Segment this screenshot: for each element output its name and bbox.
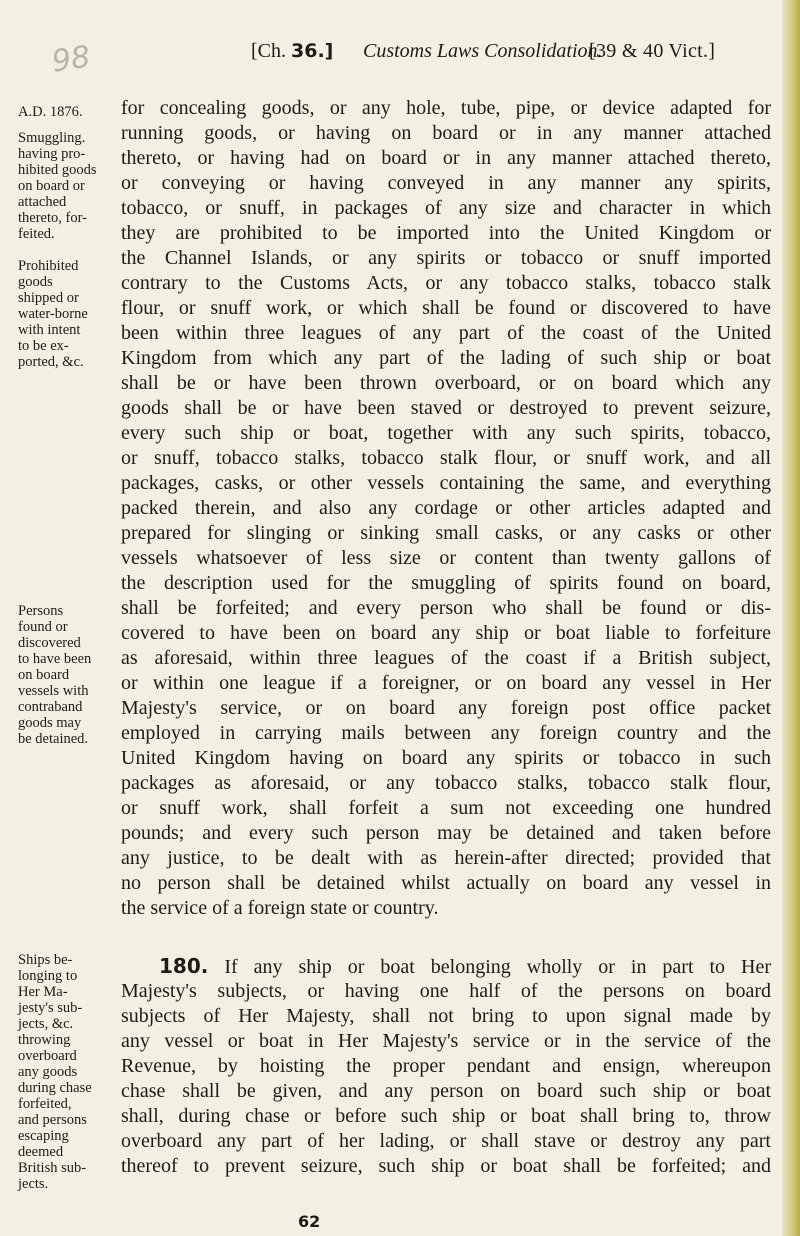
section-180-first-line: 180. If any ship or boat belonging wholly or in part to Her: [159, 954, 771, 978]
text-line: or conveying or having conveyed in any manner any spirits,: [121, 172, 771, 194]
text-line: every such ship or boat, together with any such spirits, tobacco,: [121, 422, 771, 444]
margin-note-line: on board or: [18, 178, 85, 194]
margin-note-line: goods: [18, 274, 53, 290]
text-line: as aforesaid, within three leagues of the coast if a British subject,: [121, 647, 771, 669]
page-edge-binding: [782, 0, 800, 1236]
margin-note-line: jesty's sub-: [18, 1000, 83, 1016]
margin-note-line: and persons: [18, 1112, 87, 1128]
margin-note-persons-detained: [18, 603, 110, 747]
text-line: subjects of Her Majesty, shall not bring to upon signal made by: [121, 1005, 771, 1027]
text-line: employed in carrying mails between any foreign country and the: [121, 722, 771, 744]
margin-year: A.D. 1876.: [18, 104, 83, 120]
margin-note-line: to have been: [18, 651, 92, 667]
margin-note-line: escaping: [18, 1128, 69, 1144]
margin-note-prohibited-goods: [18, 258, 110, 370]
text-line: prepared for slinging or sinking small casks, or any casks or other: [121, 522, 771, 544]
margin-note-line: contraband: [18, 699, 83, 715]
text-line: or snuff work, shall forfeit a sum not exceeding one hundred: [121, 797, 771, 819]
text-line: they are prohibited to be imported into the United Kingdom or: [121, 222, 771, 244]
pencil-page-mark: 98: [49, 39, 93, 80]
margin-note-line: forfeited,: [18, 1096, 72, 1112]
text-line: Majesty's subjects, or having one half of the persons on board: [121, 980, 771, 1002]
margin-note-line: Persons: [18, 603, 64, 619]
regnal-year: [39 & 40 Vict.]: [589, 40, 716, 62]
margin-note-line: deemed: [18, 1144, 64, 1160]
text-line: shall, during chase or before such ship or boat shall bring to, throw: [121, 1105, 771, 1127]
paragraph-continuation: [121, 96, 771, 921]
text-line: tobacco, or snuff, in packages of any size and character in which: [121, 197, 771, 219]
margin-note-line: thereto, for-: [18, 210, 87, 226]
margin-note-line: Ships be-: [18, 952, 73, 968]
page-number: 62: [298, 1212, 321, 1231]
text-line: flour, or snuff work, or which shall be found or discovered to have: [121, 297, 771, 319]
margin-note-line: British sub-: [18, 1160, 87, 1176]
margin-note-line: having pro-: [18, 146, 86, 162]
margin-note-line: goods may: [18, 715, 82, 731]
margin-note-line: with intent: [18, 322, 81, 338]
margin-note-line: vessels with: [18, 683, 89, 699]
margin-note-line: be detained.: [18, 731, 89, 747]
margin-note-line: Her Ma-: [18, 984, 68, 1000]
text-line: been within three leagues of any part of the coast of the United: [121, 322, 771, 344]
margin-note-line: feited.: [18, 226, 55, 242]
text-line: overboard any part of her lading, or shall stave or destroy any part: [121, 1130, 771, 1152]
text-line: shall be or have been thrown overboard, or on board which any: [121, 372, 771, 394]
section-180-body: [121, 979, 771, 1179]
text-line: thereof to prevent seizure, such ship or boat shall be forfeited; and: [121, 1155, 771, 1177]
text-line: packed therein, and also any cordage or other articles adapted and: [121, 497, 771, 519]
text-line: or within one league if a foreigner, or on board any vessel in Her: [121, 672, 771, 694]
margin-note-line: ported, &c.: [18, 354, 84, 370]
section-180: [121, 954, 771, 1179]
text-line: for concealing goods, or any hole, tube, pipe, or device adapted for: [121, 97, 771, 119]
text-line: pounds; and every such person may be detained and taken before: [121, 822, 771, 844]
text-line: goods shall be or have been staved or destroyed to prevent seizure,: [121, 397, 771, 419]
text-line: no person shall be detained whilst actually on board any vessel in: [121, 872, 771, 894]
margin-note-line: jects, &c.: [18, 1016, 74, 1032]
margin-note-line: any goods: [18, 1064, 78, 1080]
text-line: contrary to the Customs Acts, or any tobacco stalks, tobacco stalk: [121, 272, 771, 294]
section-number: 180.: [159, 954, 209, 978]
text-line: vessels whatsoever of less size or content than twenty gallons of: [121, 547, 771, 569]
margin-note-line: Prohibited: [18, 258, 79, 274]
text-line: or snuff, tobacco stalks, tobacco stalk flour, or snuff work, and all: [121, 447, 771, 469]
text-line: Kingdom from which any part of the lading of such ship or boat: [121, 347, 771, 369]
margin-note-line: throwing: [18, 1032, 71, 1048]
text-line: the description used for the smuggling of spirits found on board,: [121, 572, 771, 594]
text-line: the service of a foreign state or country.: [121, 897, 439, 919]
text-line: running goods, or having on board or in any manner attached: [121, 122, 771, 144]
text-line: chase shall be given, and any person on board such ship or boat: [121, 1080, 771, 1102]
margin-note-line: Smuggling.: [18, 130, 86, 146]
text-line: shall be forfeited; and every person who shall be found or dis-: [121, 597, 771, 619]
margin-note-smuggling: [18, 130, 110, 242]
act-title: Customs Laws Consolidation.: [363, 40, 603, 62]
text-line: United Kingdom having on board any spirits or tobacco in such: [121, 747, 771, 769]
text-line: thereto, or having had on board or in any manner attached thereto,: [121, 147, 771, 169]
margin-note-line: shipped or: [18, 290, 79, 306]
margin-note-line: overboard: [18, 1048, 77, 1064]
margin-note-line: water-borne: [18, 306, 88, 322]
margin-note-line: jects.: [18, 1176, 49, 1192]
text-line: Revenue, by hoisting the proper pendant and ensign, whereupon: [121, 1055, 771, 1077]
margin-note-line: to be ex-: [18, 338, 69, 354]
margin-note-line: longing to: [18, 968, 78, 984]
text-line: any vessel or boat in Her Majesty's service or in the service of the: [121, 1030, 771, 1052]
text-line: packages, casks, or other vessels containing the same, and everything: [121, 472, 771, 494]
chapter-label: [Ch. 36.]: [251, 40, 334, 62]
text-line: covered to have been on board any ship or boat liable to forfeiture: [121, 622, 771, 644]
text-line: Majesty's service, or on board any foreign post office packet: [121, 697, 771, 719]
margin-note-line: during chase: [18, 1080, 92, 1096]
text-line: any justice, to be dealt with as herein-after directed; provided that: [121, 847, 771, 869]
text-line: the Channel Islands, or any spirits or tobacco or snuff imported: [121, 247, 771, 269]
text-line: packages as aforesaid, or any tobacco stalks, tobacco stalk flour,: [121, 772, 771, 794]
margin-note-line: hibited goods: [18, 162, 97, 178]
margin-note-ships-chase: [18, 952, 110, 1192]
margin-note-line: discovered: [18, 635, 81, 651]
margin-note-line: on board: [18, 667, 70, 683]
margin-note-line: found or: [18, 619, 68, 635]
margin-note-line: attached: [18, 194, 67, 210]
